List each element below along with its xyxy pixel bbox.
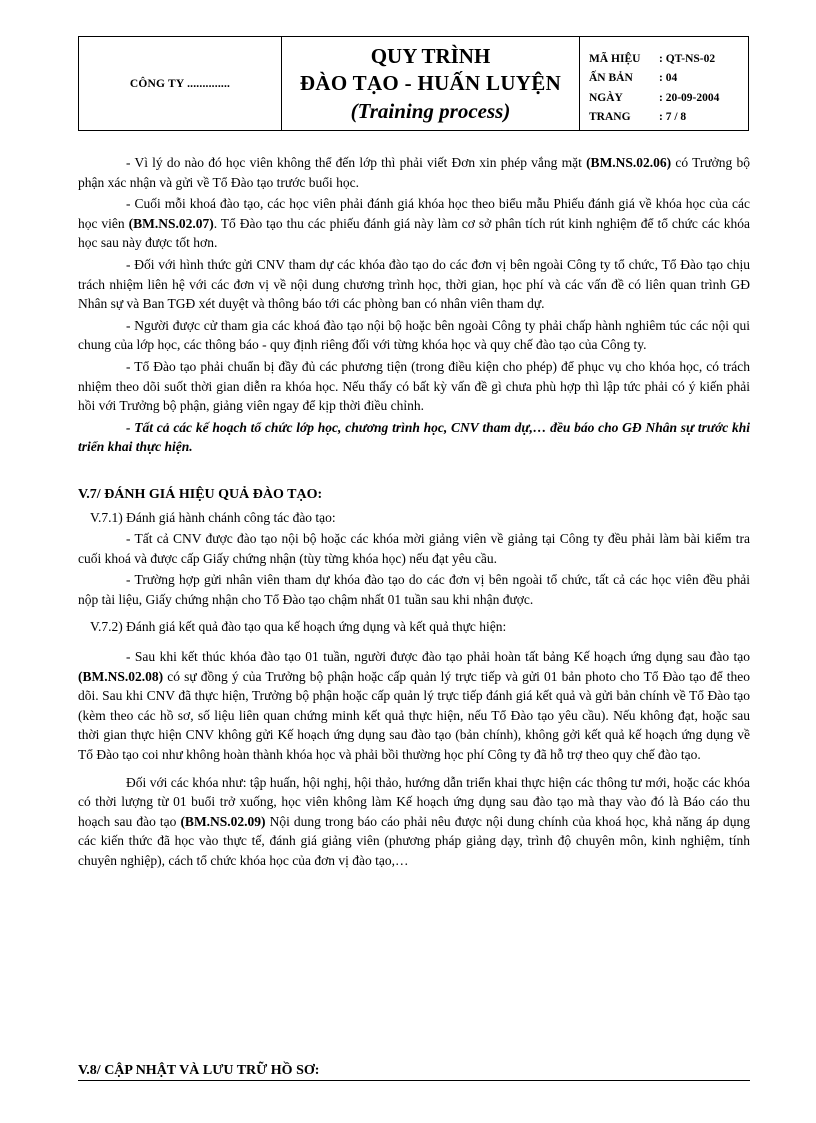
subsection-heading-v71: V.7.1) Đánh giá hành chánh công tác đào tạo: [90,509,336,525]
paragraph-external-docs: - Trường hợp gửi nhân viên tham dự khóa đào tạo do các đơn vị bên ngoài tổ chức, tất cả các học viên đều phải nộp tài liệu, Giấy chứng nhận cho Tổ Đào tạo chậm nhất 01 tuần sau khi nhận được. [78,572,750,607]
form-code: (BM.NS.02.07) [128,215,214,231]
title-line-1: QUY TRÌNH [370,44,491,68]
text-span: . Tổ Đào tạo thu các phiếu đánh giá này làm cơ sở phân tích rút kinh nghiệm để tổ chức các khóa học sau này được tốt hơn. [78,215,750,251]
company-name: CÔNG TY .............. [129,77,231,90]
text-span: - Cuối mỗi khoá đào tạo, các học viên phải đánh giá khóa học theo biểu mẫu Phiếu đánh giá về khóa học của các học viên [78,196,750,231]
meta-key: NGÀY [589,91,623,104]
company-cell [79,37,282,130]
section-heading-v7: V.7/ ĐÁNH GIÁ HIỆU QUẢ ĐÀO TẠO: [78,486,323,502]
paragraph-internal-test: - Tất cả CNV được đào tạo nội bộ hoặc các khóa mời giảng viên về giảng tại Công ty đều phải làm bài kiểm tra cuối khoá và được cấp Giấy chứng nhận (tùy từng khóa học) nếu đạt yêu cầu. [78,531,750,566]
text-span: Đối với các khóa như: tập huấn, hội nghị, hội thảo, hướng dẫn triển khai thực hiện các thông tư mới, hoặc các khóa có thời lượng từ 01 buổi trở xuống, học viên không làm Kế hoạch ứng dụng sau đào tạo mà thay vào đó là Báo cáo thu hoạch sau đào tạo [78,774,750,829]
meta-value: : 7 / 8 [659,111,687,124]
document-body [78,153,750,873]
meta-row-page [589,108,748,128]
meta-key: MÃ HIỆU [589,52,641,65]
paragraph-short-courses [78,773,750,871]
subsection-heading-v72: V.7.2) Đánh giá kết quả đào tạo qua kế hoạch ứng dụng và kết quả thực hiện: [90,619,507,635]
paragraph-absence [78,153,750,192]
meta-cell [580,37,748,130]
meta-value: : QT-NS-02 [659,52,716,65]
meta-value: : 04 [659,72,678,85]
meta-row-edition [589,69,748,89]
title-cell [282,37,580,130]
text-span: - Vì lý do nào đó học viên không thể đến lớp thì phải viết Đơn xin phép vắng mặt [126,155,587,170]
section-heading-v8: V.8/ CẬP NHẬT VÀ LƯU TRỮ HỒ SƠ: [78,1063,750,1081]
paragraph-report-plans: - Tất cả các kế hoạch tổ chức lớp học, chương trình học, CNV tham dự,… đều báo cho GĐ Nhân sự trước khi triển khai thực hiện. [78,419,750,455]
paragraph-application-plan [78,647,750,765]
text-span: có Trưởng bộ phận xác nhận và gửi về Tổ Đào tạo trước buổi học. [78,155,750,190]
paragraph-preparation: - Tổ Đào tạo phải chuẩn bị đầy đủ các phương tiện (trong điều kiện cho phép) để phục vụ cho khóa học, có trách nhiệm theo dõi suốt thời gian diễn ra khóa học. Nếu thấy có bất kỳ vấn đề gì chưa phù hợp thì lập tức phải có ý kiến phải hồi với Trưởng bộ phận, giảng viên ngay để kịp thời điều chỉnh. [78,358,750,414]
text-span: Nội dung trong báo cáo phải nêu được nội dung chính của khoá học, khả năng áp dụng các kiến thức đã học vào thực tế, đánh giá giảng viên (phương pháp giảng dạy, trình độ chuyên môn, kinh nghiệm, tính chuyên nghiệp), cách tổ chức khóa học của đơn vị đào tạo,… [78,813,751,868]
form-code: (BM.NS.02.06) [586,155,672,170]
title-line-3: (Training process) [350,99,511,123]
title-line-2: ĐÀO TẠO - HUẤN LUYỆN [299,71,562,95]
paragraph-compliance: - Người được cử tham gia các khoá đào tạo nội bộ hoặc bên ngoài Công ty phải chấp hành nghiêm túc các nội qui chung của lớp học, các thông báo - quy định riêng đối với từng khóa học và quy chế đào tạo của Công ty. [78,317,750,353]
form-code: (BM.NS.02.08) [78,668,164,684]
paragraph-course-evaluation [78,194,750,253]
meta-row-date [589,88,748,108]
meta-key: TRANG [589,111,631,124]
text-span: có sự đồng ý của Trưởng bộ phận hoặc cấp quản lý trực tiếp và gửi 01 bản photo cho Tổ Đào tạo để theo dõi. Sau khi CNV đã thực hiện, Trưởng bộ phận hoặc cấp quản lý trực tiếp đánh giá kết quả và gửi bản chính về Tổ Đào tạo (kèm theo các hồ sơ, số liệu liên quan chứng minh kết quả thực hiện, nếu Tổ Đào tạo yêu cầu). Nếu không đạt, hoặc sau thời gian thực hiện CNV không gửi Kế hoạch ứng dụng sau đào tạo (bản chính), không gởi kết quả kế hoạch ứng dụng về Tổ Đào tạo coi như không hoàn thành khóa học và phải bồi thường học phí Công ty đã hỗ trợ theo quy chế đào tạo. [78,668,750,763]
form-code: (BM.NS.02.09) [180,813,266,829]
text-span: - Sau khi kết thúc khóa đào tạo 01 tuần, người được đào tạo phải hoàn tất bảng Kế hoạch ứng dụng sau đào tạo [126,649,750,665]
document-header [78,36,749,131]
meta-key: ẤN BẢN [589,72,633,85]
meta-value: : 20-09-2004 [659,91,720,104]
paragraph-external-training: - Đối với hình thức gửi CNV tham dự các khóa đào tạo do các đơn vị bên ngoài Công ty tổ chức, Tổ Đào tạo chịu trách nhiệm liên hệ với các đơn vị về nội dung chương trình học, thời gian, học phí và các vấn đề có liên quan trình GĐ Nhân sự và Ban TGĐ xét duyệt và thông báo tới các phòng ban có nhân viên tham dự. [78,256,750,312]
meta-row-code [589,49,748,69]
